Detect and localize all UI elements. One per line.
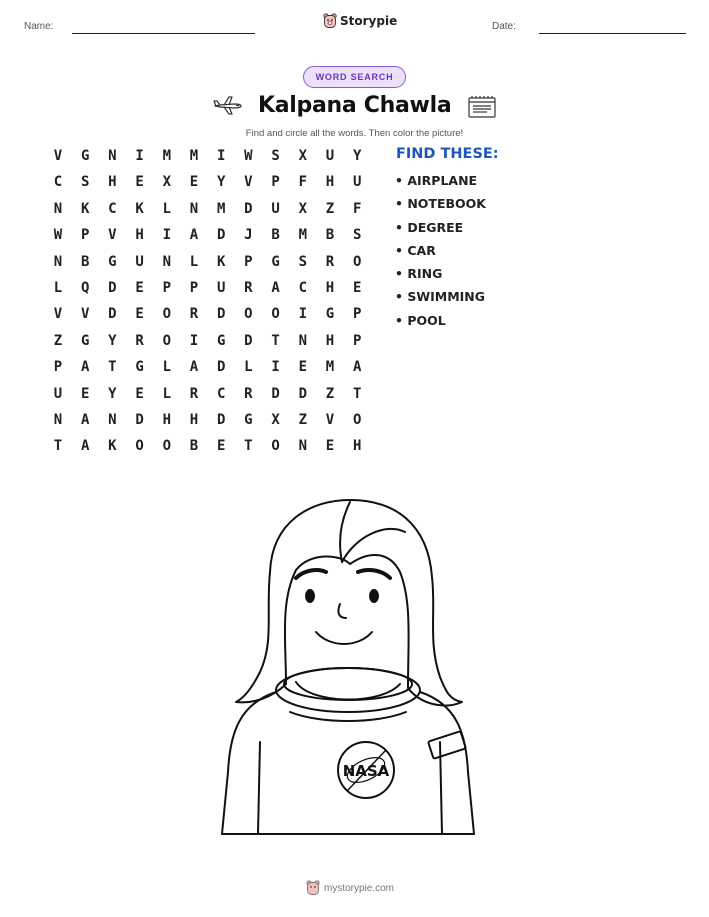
grid-letter[interactable]: D [271, 385, 280, 402]
word-item: • DEGREE [395, 219, 464, 235]
grid-letter[interactable]: I [135, 148, 144, 164]
page-title: Kalpana Chawla [258, 93, 452, 118]
grid-letter[interactable]: R [325, 253, 335, 270]
grid-letter[interactable]: R [244, 385, 253, 402]
grid-letter[interactable]: G [80, 332, 90, 349]
grid-letter[interactable]: C [108, 200, 117, 217]
grid-letter[interactable]: H [325, 174, 335, 191]
grid-letter[interactable]: N [53, 253, 63, 270]
grid-letter[interactable]: S [271, 148, 280, 164]
grid-letter[interactable]: Q [80, 280, 90, 296]
grid-letter[interactable]: C [216, 385, 226, 402]
grid-letter[interactable]: S [80, 174, 90, 191]
grid-letter[interactable]: G [244, 412, 253, 428]
date-label: Date: [492, 21, 516, 32]
grid-letter[interactable]: Y [108, 385, 117, 402]
grid-letter[interactable]: W [244, 148, 253, 164]
grid-letter[interactable]: D [216, 306, 226, 323]
grid-letter[interactable]: N [298, 332, 308, 349]
grid-letter[interactable]: U [325, 148, 335, 164]
grid-letter[interactable]: C [298, 280, 308, 296]
grid-letter[interactable]: D [216, 227, 226, 244]
grid-letter[interactable]: Z [325, 385, 335, 402]
grid-letter[interactable]: V [108, 227, 117, 244]
grid-letter[interactable]: S [352, 227, 362, 244]
grid-letter[interactable]: U [53, 385, 63, 402]
grid-letter[interactable]: P [162, 280, 172, 296]
find-these-heading: FIND THESE: [396, 146, 499, 162]
grid-letter[interactable]: N [53, 200, 63, 217]
grid-letter[interactable]: E [135, 174, 144, 191]
grid-letter[interactable]: N [298, 438, 308, 455]
grid-letter[interactable]: Y [216, 174, 226, 191]
grid-letter[interactable]: E [135, 306, 144, 323]
grid-letter[interactable]: G [216, 332, 226, 349]
grid-letter[interactable]: I [271, 359, 280, 376]
grid-letter[interactable]: V [53, 148, 63, 164]
grid-letter[interactable]: E [325, 438, 335, 455]
grid-letter[interactable]: F [352, 200, 362, 217]
grid-letter[interactable]: R [244, 280, 253, 296]
grid-letter[interactable]: A [271, 280, 280, 296]
grid-letter[interactable]: V [80, 306, 90, 323]
grid-letter[interactable]: B [325, 227, 335, 244]
word-item: • POOL [395, 312, 446, 328]
date-field-line[interactable] [539, 33, 686, 34]
grid-letter[interactable]: T [271, 332, 280, 349]
grid-letter[interactable]: I [216, 148, 226, 164]
grid-letter[interactable]: R [135, 332, 144, 349]
grid-letter[interactable]: I [162, 227, 172, 244]
grid-letter[interactable]: T [244, 438, 253, 455]
grid-letter[interactable]: M [189, 148, 199, 164]
grid-letter[interactable]: G [80, 148, 90, 164]
grid-letter[interactable]: E [298, 359, 308, 376]
bear-logo-icon [323, 13, 337, 29]
grid-letter[interactable]: L [189, 253, 199, 270]
grid-letter[interactable]: H [325, 280, 335, 296]
grid-letter[interactable]: H [162, 412, 172, 428]
grid-letter[interactable]: N [189, 200, 199, 217]
grid-letter[interactable]: A [80, 359, 90, 376]
grid-letter[interactable]: O [352, 253, 362, 270]
grid-letter[interactable]: E [135, 280, 144, 296]
grid-letter[interactable]: T [53, 438, 63, 455]
grid-letter[interactable]: U [216, 280, 226, 296]
grid-letter[interactable]: M [325, 359, 335, 376]
grid-letter[interactable]: A [352, 359, 362, 376]
grid-letter[interactable]: R [189, 385, 199, 402]
brand-name: Storypie [340, 14, 398, 28]
grid-letter[interactable]: U [271, 200, 280, 217]
grid-letter[interactable]: N [162, 253, 172, 270]
grid-letter[interactable]: V [325, 412, 335, 428]
grid-letter[interactable]: P [352, 306, 362, 323]
footer [306, 880, 394, 896]
grid-letter[interactable]: D [298, 385, 308, 402]
grid-letter[interactable]: N [108, 412, 117, 428]
grid-letter[interactable]: V [244, 174, 253, 191]
grid-letter[interactable]: X [298, 148, 308, 164]
grid-letter[interactable]: L [162, 359, 172, 376]
grid-letter[interactable]: P [244, 253, 253, 270]
grid-letter[interactable]: U [352, 174, 362, 191]
grid-letter[interactable]: D [108, 306, 117, 323]
grid-letter[interactable]: M [162, 148, 172, 164]
grid-letter[interactable]: T [108, 359, 117, 376]
grid-letter[interactable]: Z [298, 412, 308, 428]
grid-letter[interactable]: G [108, 253, 117, 270]
bear-logo-icon [306, 880, 320, 896]
footer-url: mystorypie.com [324, 882, 395, 894]
grid-letter[interactable]: J [244, 227, 253, 244]
grid-letter[interactable]: P [80, 227, 90, 244]
grid-letter[interactable]: A [189, 359, 199, 376]
grid-letter[interactable]: D [108, 280, 117, 296]
grid-letter[interactable]: O [162, 306, 172, 323]
word-list [395, 173, 486, 336]
grid-letter[interactable]: X [298, 200, 308, 217]
grid-letter[interactable]: O [271, 306, 280, 323]
grid-letter[interactable]: K [216, 253, 226, 270]
grid-letter[interactable]: D [216, 359, 226, 376]
word-search-badge: WORD SEARCH [303, 66, 406, 88]
grid-letter[interactable]: B [271, 227, 280, 244]
grid-letter[interactable]: A [80, 412, 90, 428]
grid-letter[interactable]: L [244, 359, 253, 376]
grid-letter[interactable]: O [162, 332, 172, 349]
grid-letter[interactable]: T [352, 385, 362, 402]
word-item: • SWIMMING [395, 289, 486, 305]
grid-letter[interactable]: I [189, 332, 199, 349]
grid-letter[interactable]: H [135, 227, 144, 244]
grid-letter[interactable]: P [189, 280, 199, 296]
grid-letter[interactable]: O [352, 412, 362, 428]
grid-letter[interactable]: L [53, 280, 63, 296]
grid-letter[interactable]: H [108, 174, 117, 191]
grid-letter[interactable]: G [325, 306, 335, 323]
grid-letter[interactable]: O [271, 438, 280, 455]
astronaut-coloring-picture[interactable] [200, 492, 500, 852]
grid-letter[interactable]: P [271, 174, 280, 191]
grid-letter[interactable]: O [244, 306, 253, 323]
grid-letter[interactable]: K [108, 438, 117, 455]
grid-letter[interactable]: O [135, 438, 144, 455]
grid-letter[interactable]: H [189, 412, 199, 428]
word-item: • RING [395, 266, 443, 282]
grid-letter[interactable]: S [298, 253, 308, 270]
grid-letter[interactable]: D [244, 200, 253, 217]
grid-letter[interactable]: Z [325, 200, 335, 217]
grid-letter[interactable]: K [135, 200, 144, 217]
grid-letter[interactable]: A [80, 438, 90, 455]
brand-logo [323, 13, 397, 29]
grid-letter[interactable]: D [244, 332, 253, 349]
grid-letter[interactable]: B [189, 438, 199, 455]
grid-letter[interactable]: N [108, 148, 117, 164]
grid-letter[interactable]: U [135, 253, 144, 270]
grid-letter[interactable]: C [53, 174, 63, 191]
grid-letter[interactable]: H [325, 332, 335, 349]
grid-letter[interactable]: Y [352, 148, 362, 164]
grid-letter[interactable]: K [80, 200, 90, 217]
grid-letter[interactable]: D [135, 412, 144, 428]
grid-letter[interactable]: O [162, 438, 172, 455]
grid-letter[interactable]: B [80, 253, 90, 270]
airplane-icon [212, 94, 244, 116]
grid-letter[interactable]: E [189, 174, 199, 191]
grid-letter[interactable]: M [298, 227, 308, 244]
grid-letter[interactable]: L [162, 200, 172, 217]
grid-letter[interactable]: N [53, 412, 63, 428]
word-item: • CAR [395, 242, 436, 258]
grid-letter[interactable]: H [352, 438, 362, 455]
grid-letter[interactable]: Z [53, 332, 63, 349]
grid-letter[interactable]: D [216, 412, 226, 428]
grid-letter[interactable]: L [162, 385, 172, 402]
grid-letter[interactable]: G [271, 253, 280, 270]
name-label: Name: [24, 21, 54, 32]
instructions: Find and circle all the words. Then color the picture! [245, 128, 464, 139]
grid-letter[interactable]: Y [108, 332, 117, 349]
grid-letter[interactable]: E [135, 385, 144, 402]
grid-letter[interactable]: E [352, 280, 362, 296]
grid-letter[interactable]: E [216, 438, 226, 455]
grid-letter[interactable]: X [271, 412, 280, 428]
word-item: • AIRPLANE [395, 173, 478, 188]
grid-letter[interactable]: X [162, 174, 172, 191]
grid-letter[interactable]: A [189, 227, 199, 244]
grid-letter[interactable]: R [189, 306, 199, 323]
grid-letter[interactable]: V [53, 306, 63, 323]
notebook-icon [467, 95, 497, 119]
grid-letter[interactable]: I [298, 306, 308, 323]
nasa-patch-text: NASA [342, 762, 390, 780]
grid-letter[interactable]: W [53, 227, 63, 244]
name-field-line[interactable] [72, 33, 255, 34]
grid-letter[interactable]: F [298, 174, 308, 191]
grid-letter[interactable]: E [80, 385, 90, 402]
grid-letter[interactable]: M [216, 200, 226, 217]
word-item: • NOTEBOOK [395, 196, 486, 212]
grid-letter[interactable]: P [352, 332, 362, 349]
grid-letter[interactable]: P [53, 359, 63, 376]
grid-letter[interactable]: G [135, 359, 144, 376]
